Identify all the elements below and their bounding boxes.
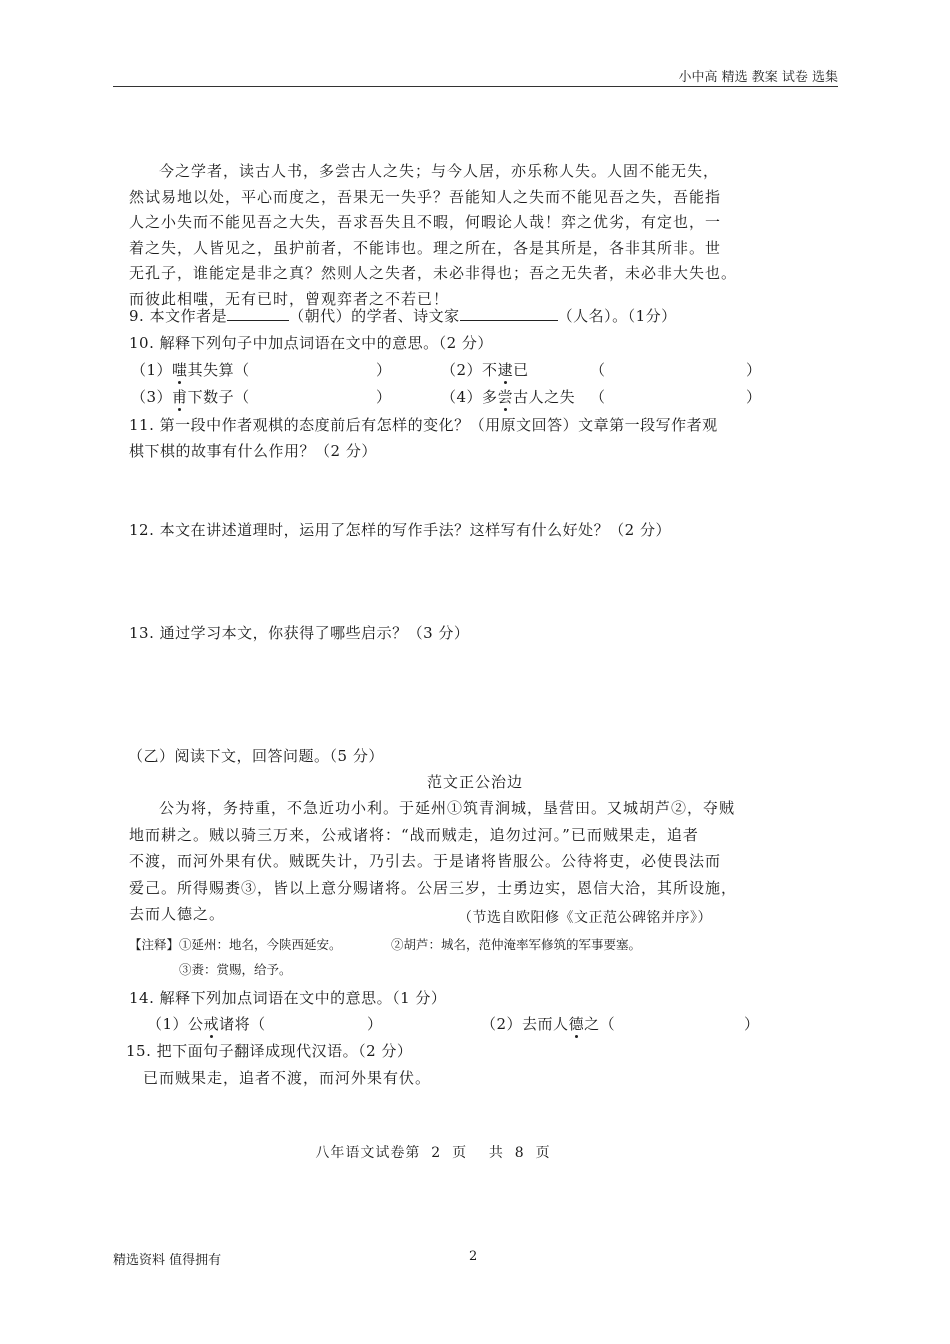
- q10-item-3-text: 下数子（: [187, 388, 250, 406]
- passage-a-line-2: 然试易地以处，平心而度之，吾果无一失乎？吾能知人之失而不能见吾之失，吾能指: [129, 187, 722, 206]
- q10-item-2-open: （: [590, 361, 606, 379]
- note-1: ①延州：地名，今陕西延安。: [179, 937, 342, 952]
- question-14-stem: 14. 解释下列加点词语在文中的意思。（1 分）: [129, 989, 447, 1007]
- q10-item-4-pre: 多: [482, 388, 498, 406]
- q14-item-2-pre: 去而人: [522, 1015, 569, 1033]
- q10-item-2-num: （2）: [441, 361, 483, 379]
- q10-item-3-num: （3）: [131, 388, 173, 406]
- passage-b-line-4: 爱己。所得赐赉③，皆以上意分赐诸将。公居三岁，士勇边实，恩信大洽，其所设施，: [129, 878, 738, 897]
- q10-item-1-text: 其失算（: [187, 361, 250, 379]
- q14-item-1-dotted-word: 戒: [203, 1015, 220, 1033]
- q14-item-1-text: 诸将（: [219, 1015, 266, 1033]
- question-15-stem: 15. 把下面句子翻译成现代汉语。（2 分）: [126, 1042, 413, 1060]
- q14-item-2-dotted-word: 德: [568, 1015, 585, 1033]
- passage-a-line-6: 而彼此相嗤，无有已时，曾观弈者之不若已！: [129, 289, 450, 308]
- passage-b-line-1: 公为将，务持重，不急近功小利。于延州①筑青涧城，垦营田。又城胡芦②，夺贼: [159, 799, 736, 817]
- header-divider: [113, 86, 838, 87]
- q10-item-3: [131, 386, 250, 407]
- passage-b-line-2: 地而耕之。贼以骑三万来，公戒诸将：“战而贼走，追勿过河。”已而贼果走，追者: [129, 825, 699, 844]
- q10-item-4-text: 古人之失: [513, 388, 576, 406]
- footer-slogan: 精选资料 值得拥有: [113, 1253, 222, 1268]
- q14-item-1-pre: 公: [188, 1015, 204, 1033]
- q14-item-1: [147, 1013, 266, 1034]
- q14-item-2: [481, 1013, 615, 1034]
- q9-dynasty-blank[interactable]: [227, 306, 289, 321]
- q10-item-4-close: ）: [746, 388, 762, 406]
- q10-item-3-dotted-word: 甫: [172, 388, 188, 406]
- q9-part3: （人名）。（1分）: [557, 307, 677, 325]
- q9-part2: （朝代）的学者、诗文家: [289, 307, 460, 325]
- q10-item-2: [441, 359, 529, 380]
- question-11-line-1: 11. 第一段中作者观棋的态度前后有怎样的变化？（用原文回答）文章第一段写作者观: [129, 416, 718, 434]
- footer-page-number: 2: [469, 1249, 478, 1264]
- q9-author-blank[interactable]: [460, 306, 558, 321]
- passage-a-line-3: 人之小失而不能见吾之大失，吾求吾失且不暇，何暇论人哉！弈之优劣，有定也，一: [129, 213, 722, 231]
- passage-a-line-5: 无孔子，谁能定是非之真？然则人之失者，未必非得也；吾之无失者，未必非大失也。: [129, 264, 738, 282]
- q10-item-4-open: （: [590, 388, 606, 406]
- q10-item-1: [131, 359, 250, 380]
- passage-a-line-1: 今之学者，读古人书，多尝古人之失；与今人居，亦乐称人失。人固不能无失，: [159, 162, 720, 180]
- section-b-heading: （乙）阅读下文，回答问题。（5 分）: [128, 747, 384, 765]
- q10-item-1-dotted-word: 嗤: [172, 361, 188, 379]
- q14-item-1-close: ）: [367, 1015, 383, 1033]
- question-13: 13. 通过学习本文，你获得了哪些启示？（3 分）: [129, 624, 470, 642]
- passage-b-line-3: 不渡，而河外果有伏。贼既失计，乃引去。于是诸将皆服公。公待将吏，必使畏法而: [129, 852, 722, 870]
- passage-a-line-4: 着之失，人皆见之，虽护前者，不能讳也。理之所在，各是其所是，各非其所非。世: [129, 238, 722, 257]
- question-11-line-2: 棋下棋的故事有什么作用？（2 分）: [129, 442, 377, 460]
- q14-item-2-text: 之（: [584, 1015, 616, 1033]
- q14-item-2-num: （2）: [481, 1015, 523, 1033]
- q10-item-1-num: （1）: [131, 361, 173, 379]
- notes-line-1: [129, 935, 342, 953]
- q10-item-4: [441, 386, 575, 407]
- notes-label: 【注释】: [129, 937, 180, 952]
- q10-item-1-close: ）: [376, 361, 392, 379]
- exam-page-footer: 八年语文试卷第 2 页 共 8 页: [315, 1145, 551, 1161]
- page-header: 小中高 精选 教案 试卷 选集: [678, 70, 838, 85]
- passage-b-line-5: 去而人德之。: [129, 905, 226, 923]
- q10-item-2-text: 已: [513, 361, 529, 379]
- passage-b-source: （节选自欧阳修《文正范公碑铭并序》）: [458, 910, 712, 926]
- q10-item-4-num: （4）: [441, 388, 483, 406]
- section-b-title: 范文正公治边: [426, 773, 523, 791]
- question-12: 12. 本文在讲述道理时，运用了怎样的写作手法？这样写有什么好处？（2 分）: [129, 521, 671, 539]
- q10-item-2-close: ）: [746, 361, 762, 379]
- passage-a: [129, 159, 759, 312]
- note-2: ②胡芦：城名，范仲淹率军修筑的军事要塞。: [391, 937, 642, 952]
- question-9: [129, 305, 677, 326]
- q14-item-2-close: ）: [744, 1015, 760, 1033]
- q10-item-4-dotted-word: 尝: [497, 388, 514, 406]
- question-10-stem: 10. 解释下列句子中加点词语在文中的意思。（2 分）: [129, 334, 493, 352]
- q10-item-2-dotted-word: 逮: [497, 361, 514, 379]
- q14-item-1-num: （1）: [147, 1015, 189, 1033]
- q10-item-3-close: ）: [376, 388, 392, 406]
- q9-part1: 9. 本文作者是: [129, 307, 228, 325]
- note-3: ③赉：赏赐，给予。: [179, 962, 292, 977]
- question-15-sentence: 已而贼果走，追者不渡，而河外果有伏。: [143, 1069, 432, 1087]
- q10-item-2-pre: 不: [482, 361, 498, 379]
